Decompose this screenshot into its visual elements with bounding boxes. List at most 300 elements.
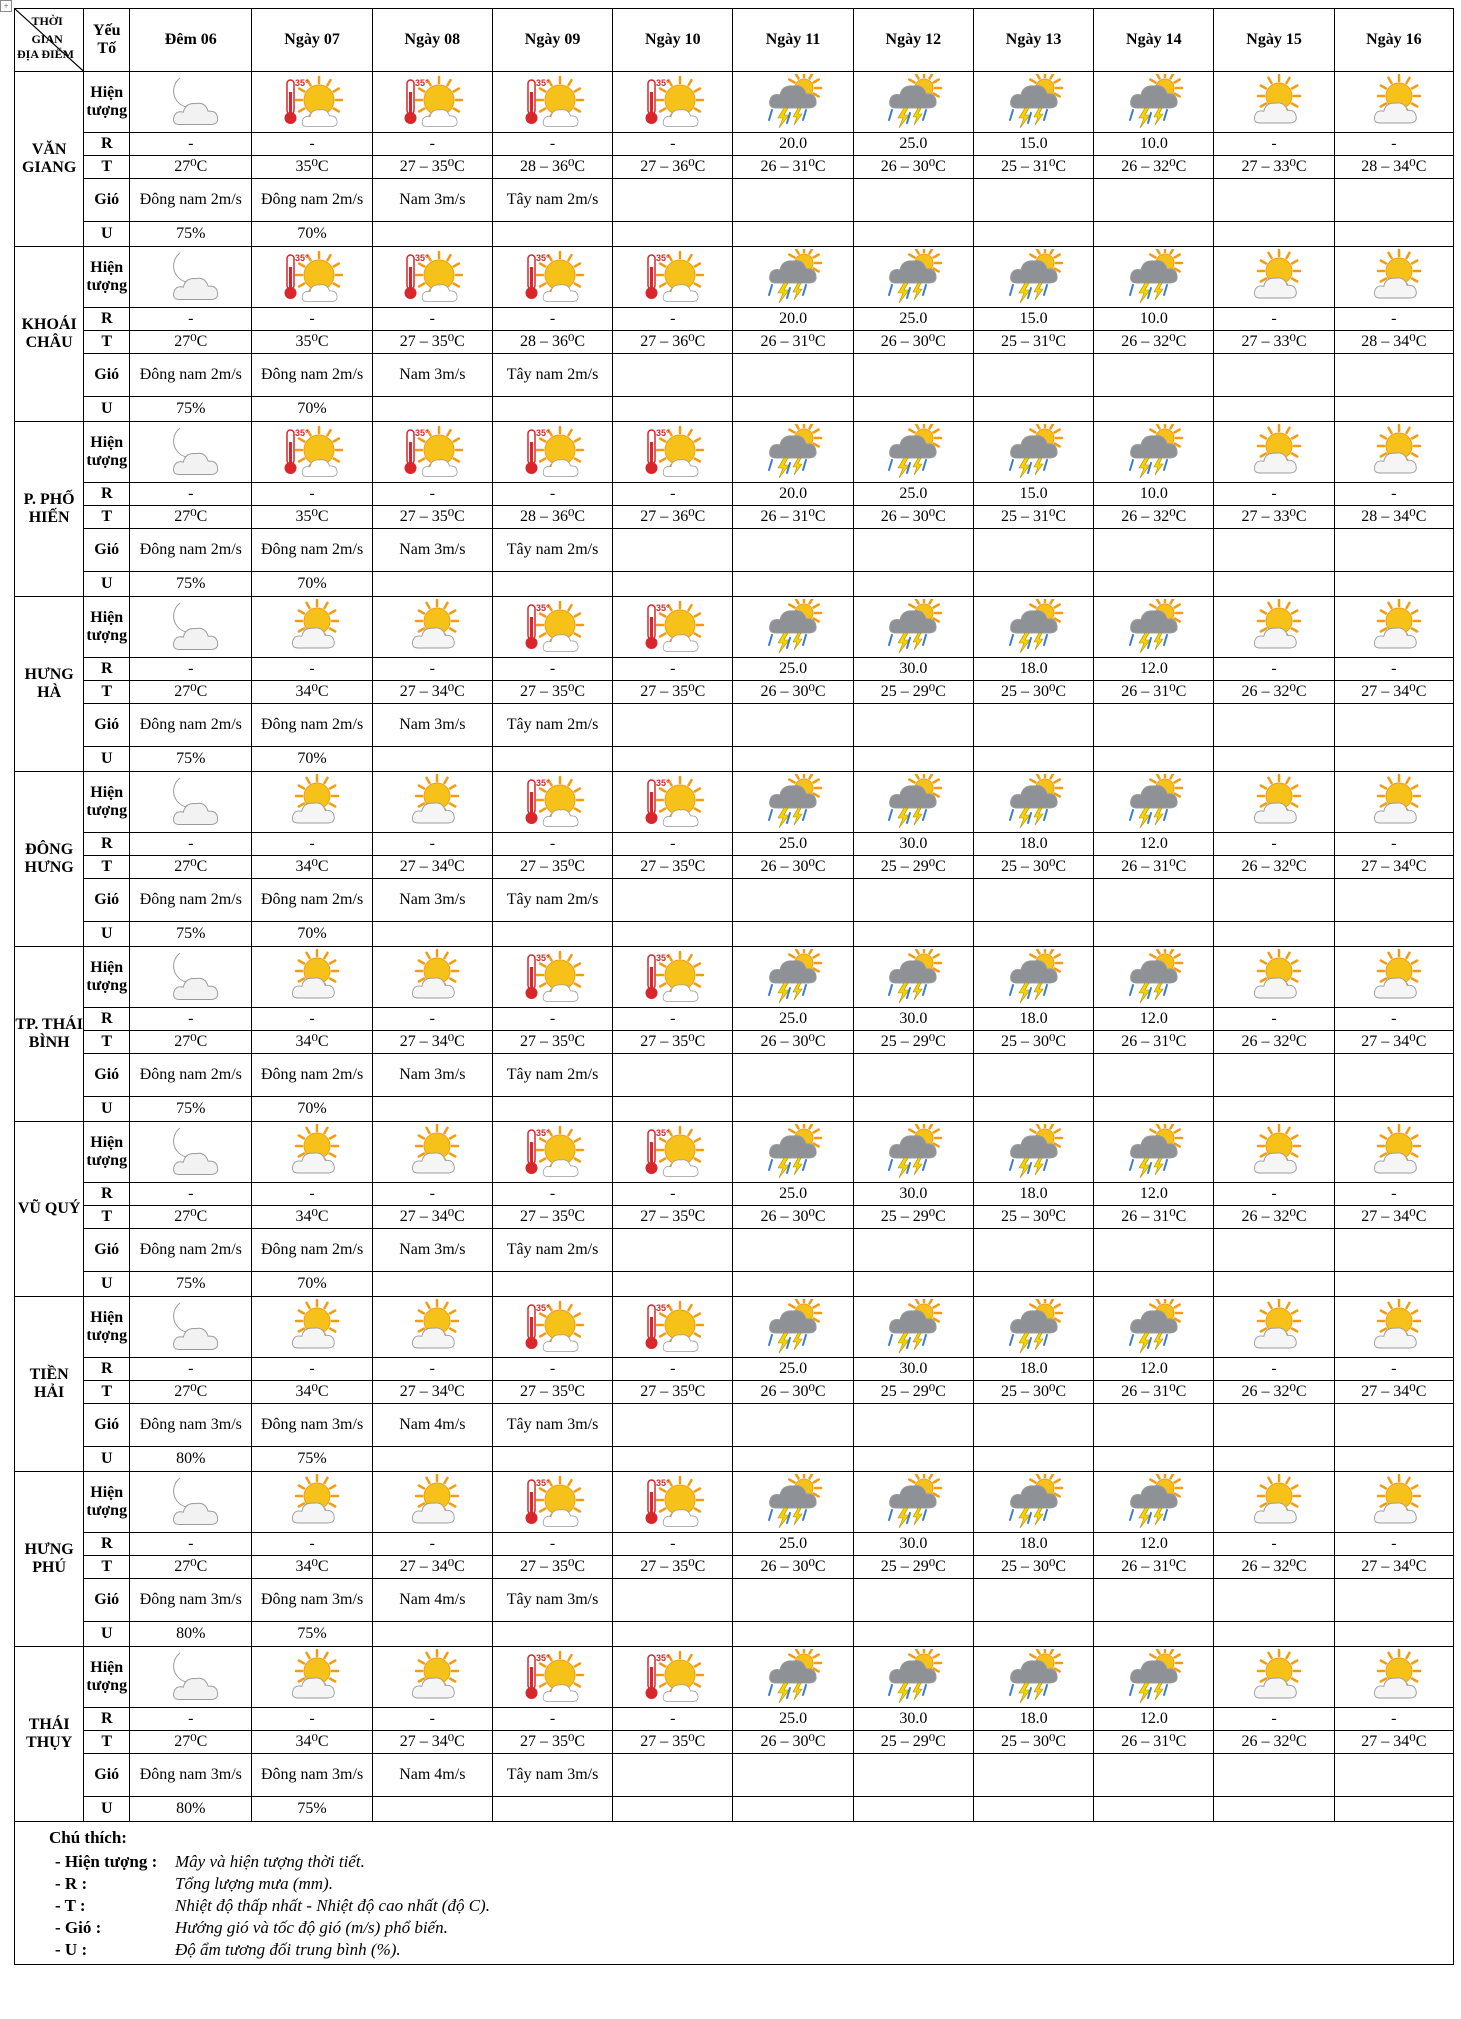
weather-cell — [973, 1647, 1093, 1708]
value-t: 25 – 29⁰C — [853, 1381, 973, 1404]
value-gio: Nam 3m/s — [372, 1054, 492, 1097]
sun-cloud-icon — [1243, 424, 1305, 480]
weather-cell — [613, 1472, 733, 1533]
value-u — [733, 1272, 853, 1297]
value-gio: Tây nam 3m/s — [492, 1579, 612, 1622]
value-t: 26 – 32⁰C — [1214, 1381, 1334, 1404]
weather-cell — [1334, 1297, 1453, 1358]
value-r: - — [252, 833, 372, 856]
value-r: - — [130, 308, 252, 331]
value-u — [853, 747, 973, 772]
value-t: 28 – 34⁰C — [1334, 156, 1453, 179]
value-u: 70% — [252, 922, 372, 947]
weather-cell — [372, 947, 492, 1008]
value-r: 10.0 — [1094, 133, 1214, 156]
value-t: 35⁰C — [252, 331, 372, 354]
rain-thunder-icon — [762, 1299, 824, 1355]
value-t: 27 – 34⁰C — [1334, 1031, 1453, 1054]
factor-label: U — [84, 572, 130, 597]
value-gio — [973, 179, 1093, 222]
value-gio — [973, 704, 1093, 747]
rain-thunder-icon — [1003, 424, 1065, 480]
value-t: 27 – 35⁰C — [613, 1206, 733, 1229]
value-u — [372, 747, 492, 772]
value-t: 27 – 35⁰C — [613, 1556, 733, 1579]
value-u — [853, 1097, 973, 1122]
value-t: 27 – 35⁰C — [372, 331, 492, 354]
weather-cell — [973, 1122, 1093, 1183]
factor-label: R — [84, 833, 130, 856]
factor-label: R — [84, 1183, 130, 1206]
factor-label: U — [84, 1797, 130, 1822]
value-u: 75% — [252, 1797, 372, 1822]
sun-cloud-icon — [1363, 1299, 1425, 1355]
value-gio — [733, 179, 853, 222]
weather-cell — [733, 247, 853, 308]
value-gio: Đông nam 2m/s — [130, 529, 252, 572]
weather-cell — [613, 1122, 733, 1183]
factor-label: T — [84, 856, 130, 879]
weather-cell — [1094, 422, 1214, 483]
rain-thunder-icon — [762, 1124, 824, 1180]
value-t: 27 – 33⁰C — [1214, 506, 1334, 529]
table-move-handle-icon[interactable]: + — [0, 0, 12, 12]
factor-label: Gió — [84, 1054, 130, 1097]
value-r: - — [252, 483, 372, 506]
value-gio: Đông nam 2m/s — [252, 879, 372, 922]
factor-label: Hiện tượng — [84, 247, 130, 308]
forecast-row-u — [15, 747, 1454, 772]
value-r: - — [492, 308, 612, 331]
factor-label: U — [84, 1097, 130, 1122]
svg-text:35°: 35° — [655, 603, 670, 613]
value-t: 27⁰C — [130, 856, 252, 879]
value-u — [1094, 397, 1214, 422]
weather-cell — [1094, 947, 1214, 1008]
value-u — [1214, 1797, 1334, 1822]
weather-cell — [1334, 772, 1453, 833]
weather-cell — [372, 1297, 492, 1358]
value-gio — [1334, 1404, 1453, 1447]
value-t: 26 – 31⁰C — [1094, 1206, 1214, 1229]
rain-thunder-icon — [1123, 774, 1185, 830]
value-gio — [1214, 1754, 1334, 1797]
weather-cell — [613, 1647, 733, 1708]
factor-label: Hiện tượng — [84, 1297, 130, 1358]
value-u — [492, 1622, 612, 1647]
factor-label: U — [84, 222, 130, 247]
value-gio — [613, 1229, 733, 1272]
value-r: 25.0 — [853, 483, 973, 506]
value-r: - — [613, 1358, 733, 1381]
value-t: 28 – 36⁰C — [492, 506, 612, 529]
value-r: - — [613, 833, 733, 856]
value-gio: Tây nam 2m/s — [492, 529, 612, 572]
value-r: - — [613, 1708, 733, 1731]
night-cloud-moon-icon — [160, 424, 222, 480]
weather-cell — [1334, 597, 1453, 658]
value-gio: Nam 3m/s — [372, 704, 492, 747]
value-t: 27⁰C — [130, 1731, 252, 1754]
hot-sun-thermometer-icon — [522, 1474, 584, 1530]
value-gio: Đông nam 2m/s — [130, 704, 252, 747]
hot-sun-thermometer-icon — [642, 74, 704, 130]
day-header: Đêm 06 — [130, 9, 252, 72]
weather-cell — [1334, 1122, 1453, 1183]
factor-label: U — [84, 1447, 130, 1472]
value-t: 27⁰C — [130, 1206, 252, 1229]
value-t: 26 – 30⁰C — [733, 681, 853, 704]
value-r: - — [252, 1533, 372, 1556]
value-r: - — [130, 1708, 252, 1731]
value-u — [492, 222, 612, 247]
value-gio — [613, 179, 733, 222]
value-t: 27 – 35⁰C — [372, 506, 492, 529]
value-t: 26 – 31⁰C — [1094, 1556, 1214, 1579]
weather-cell — [1214, 1472, 1334, 1533]
forecast-row-r — [15, 1708, 1454, 1731]
forecast-row-gio — [15, 354, 1454, 397]
forecast-row-t — [15, 156, 1454, 179]
sun-cloud-icon — [1243, 599, 1305, 655]
value-gio: Tây nam 3m/s — [492, 1754, 612, 1797]
weather-cell — [1094, 597, 1214, 658]
factor-label: T — [84, 1031, 130, 1054]
hot-sun-thermometer-icon — [522, 949, 584, 1005]
value-gio — [1214, 1579, 1334, 1622]
forecast-row-t — [15, 856, 1454, 879]
value-gio — [1214, 1054, 1334, 1097]
value-r: - — [130, 1358, 252, 1381]
forecast-row-t — [15, 1731, 1454, 1754]
weather-cell — [853, 247, 973, 308]
forecast-row-r — [15, 658, 1454, 681]
weather-cell — [973, 72, 1093, 133]
value-r: 12.0 — [1094, 1708, 1214, 1731]
value-u — [492, 922, 612, 947]
sun-cloud-icon — [1363, 249, 1425, 305]
weather-cell — [853, 422, 973, 483]
rain-thunder-icon — [1123, 1474, 1185, 1530]
value-r: - — [252, 133, 372, 156]
sun-cloud-icon — [281, 1299, 343, 1355]
factor-label: U — [84, 397, 130, 422]
weather-cell — [1094, 247, 1214, 308]
value-r: 25.0 — [853, 308, 973, 331]
factor-label: R — [84, 133, 130, 156]
value-r: 25.0 — [733, 1708, 853, 1731]
weather-cell — [973, 597, 1093, 658]
sun-cloud-icon — [1363, 599, 1425, 655]
value-u — [1214, 1622, 1334, 1647]
day-header: Ngày 14 — [1094, 9, 1214, 72]
value-gio — [613, 704, 733, 747]
value-r: - — [1214, 133, 1334, 156]
value-r: 20.0 — [733, 483, 853, 506]
value-t: 26 – 30⁰C — [733, 1206, 853, 1229]
factor-label: Gió — [84, 879, 130, 922]
svg-text:35°: 35° — [415, 78, 429, 88]
value-u: 70% — [252, 572, 372, 597]
sun-cloud-icon — [1243, 1649, 1305, 1705]
value-u — [853, 1447, 973, 1472]
value-u — [973, 572, 1093, 597]
svg-text:35°: 35° — [415, 428, 429, 438]
value-r: - — [130, 1008, 252, 1031]
value-u — [853, 922, 973, 947]
value-r: - — [372, 483, 492, 506]
value-u: 70% — [252, 222, 372, 247]
value-t: 27 – 33⁰C — [1214, 156, 1334, 179]
forecast-row-gio — [15, 179, 1454, 222]
weather-cell — [492, 1472, 612, 1533]
rain-thunder-icon — [1123, 949, 1185, 1005]
factor-label: Hiện tượng — [84, 947, 130, 1008]
value-u — [613, 397, 733, 422]
svg-text:35°: 35° — [655, 953, 670, 963]
value-u — [613, 747, 733, 772]
value-u — [372, 1097, 492, 1122]
location-name: TIỀN HẢI — [15, 1297, 84, 1472]
value-gio — [1334, 354, 1453, 397]
value-gio — [613, 879, 733, 922]
weather-cell — [492, 947, 612, 1008]
value-t: 25 – 30⁰C — [973, 1556, 1093, 1579]
value-r: 15.0 — [973, 483, 1093, 506]
value-t: 27 – 34⁰C — [1334, 1731, 1453, 1754]
forecast-row-hien-tuong — [15, 1647, 1454, 1708]
rain-thunder-icon — [882, 774, 944, 830]
sun-cloud-icon — [1243, 1124, 1305, 1180]
value-t: 34⁰C — [252, 856, 372, 879]
value-u — [492, 397, 612, 422]
value-u — [1334, 397, 1453, 422]
value-gio — [733, 1054, 853, 1097]
rain-thunder-icon — [882, 1299, 944, 1355]
weather-cell — [372, 597, 492, 658]
value-gio: Nam 4m/s — [372, 1404, 492, 1447]
weather-cell — [252, 772, 372, 833]
legend-item: - Gió : Hướng gió và tốc độ gió (m/s) phổ biến. — [55, 1918, 448, 1937]
value-gio — [1094, 1579, 1214, 1622]
value-u — [372, 572, 492, 597]
value-t: 26 – 32⁰C — [1214, 681, 1334, 704]
value-gio — [1214, 879, 1334, 922]
sun-cloud-icon — [401, 1474, 463, 1530]
factor-label: Hiện tượng — [84, 597, 130, 658]
hot-sun-thermometer-icon — [522, 424, 584, 480]
weather-cell — [613, 772, 733, 833]
value-r: - — [492, 1708, 612, 1731]
value-gio: Tây nam 2m/s — [492, 1054, 612, 1097]
sun-cloud-icon — [281, 599, 343, 655]
value-gio — [853, 1229, 973, 1272]
value-r: - — [252, 1358, 372, 1381]
value-r: 12.0 — [1094, 1533, 1214, 1556]
night-cloud-moon-icon — [160, 1124, 222, 1180]
weather-cell — [1334, 72, 1453, 133]
weather-cell — [853, 72, 973, 133]
weather-cell — [973, 1297, 1093, 1358]
weather-cell — [130, 1297, 252, 1358]
value-t: 27⁰C — [130, 1031, 252, 1054]
weather-cell — [1334, 947, 1453, 1008]
value-gio — [853, 1579, 973, 1622]
value-t: 26 – 31⁰C — [733, 506, 853, 529]
value-gio — [1334, 1754, 1453, 1797]
weather-cell — [733, 72, 853, 133]
weather-cell — [492, 422, 612, 483]
factor-label: Gió — [84, 179, 130, 222]
weather-cell — [372, 72, 492, 133]
value-gio — [1094, 704, 1214, 747]
weather-cell — [492, 1297, 612, 1358]
value-r: 20.0 — [733, 133, 853, 156]
forecast-row-u — [15, 1272, 1454, 1297]
value-t: 26 – 32⁰C — [1214, 1556, 1334, 1579]
svg-text:35°: 35° — [535, 1128, 550, 1138]
value-t: 25 – 29⁰C — [853, 1556, 973, 1579]
value-u — [1094, 1097, 1214, 1122]
value-t: 25 – 30⁰C — [973, 1206, 1093, 1229]
value-gio: Đông nam 3m/s — [252, 1579, 372, 1622]
weather-cell — [973, 1472, 1093, 1533]
sun-cloud-icon — [281, 1649, 343, 1705]
hot-sun-thermometer-icon — [522, 1299, 584, 1355]
location-name: HƯNG HÀ — [15, 597, 84, 772]
value-gio — [613, 529, 733, 572]
day-header: Ngày 09 — [492, 9, 612, 72]
weather-cell — [492, 1122, 612, 1183]
weather-cell — [1094, 72, 1214, 133]
value-gio — [1094, 179, 1214, 222]
value-t: 25 – 30⁰C — [973, 856, 1093, 879]
svg-text:35°: 35° — [535, 428, 550, 438]
weather-cell — [733, 1472, 853, 1533]
value-u — [1334, 222, 1453, 247]
value-t: 27 – 34⁰C — [372, 1031, 492, 1054]
value-t: 27⁰C — [130, 156, 252, 179]
value-r: - — [372, 1183, 492, 1206]
value-r: 18.0 — [973, 1183, 1093, 1206]
value-gio — [1334, 704, 1453, 747]
value-t: 27 – 35⁰C — [492, 856, 612, 879]
value-gio — [733, 1404, 853, 1447]
location-name: ĐÔNG HƯNG — [15, 772, 84, 947]
sun-cloud-icon — [1243, 1299, 1305, 1355]
value-t: 27 – 34⁰C — [1334, 1206, 1453, 1229]
weather-cell — [733, 422, 853, 483]
weather-cell — [130, 72, 252, 133]
weather-cell — [372, 1472, 492, 1533]
value-t: 26 – 32⁰C — [1094, 331, 1214, 354]
day-header: Ngày 10 — [613, 9, 733, 72]
factor-label: Hiện tượng — [84, 422, 130, 483]
factor-label: Gió — [84, 1404, 130, 1447]
forecast-row-t — [15, 1381, 1454, 1404]
forecast-row-t — [15, 1031, 1454, 1054]
value-u — [372, 1797, 492, 1822]
svg-text:35°: 35° — [655, 1128, 670, 1138]
factor-label: T — [84, 506, 130, 529]
svg-text:35°: 35° — [655, 1303, 670, 1313]
value-gio — [1334, 879, 1453, 922]
value-r: - — [613, 483, 733, 506]
value-gio: Đông nam 3m/s — [130, 1579, 252, 1622]
forecast-row-r — [15, 133, 1454, 156]
value-gio: Tây nam 2m/s — [492, 354, 612, 397]
night-cloud-moon-icon — [160, 1299, 222, 1355]
rain-thunder-icon — [1123, 599, 1185, 655]
value-u: 70% — [252, 747, 372, 772]
value-u — [853, 1622, 973, 1647]
value-gio: Đông nam 2m/s — [252, 704, 372, 747]
value-t: 25 – 29⁰C — [853, 856, 973, 879]
rain-thunder-icon — [1003, 1299, 1065, 1355]
value-u — [1094, 1272, 1214, 1297]
value-u: 75% — [130, 747, 252, 772]
sun-cloud-icon — [401, 949, 463, 1005]
forecast-row-u — [15, 1097, 1454, 1122]
factor-label: R — [84, 1533, 130, 1556]
sun-cloud-icon — [1363, 774, 1425, 830]
rain-thunder-icon — [762, 74, 824, 130]
value-gio — [973, 1754, 1093, 1797]
weather-cell — [853, 1297, 973, 1358]
value-u: 75% — [252, 1447, 372, 1472]
value-r: - — [372, 133, 492, 156]
factor-header: Yếu Tố — [84, 9, 130, 72]
value-u — [492, 572, 612, 597]
value-u — [492, 1447, 612, 1472]
value-u — [1214, 1097, 1334, 1122]
value-r: 25.0 — [853, 133, 973, 156]
sun-cloud-icon — [1243, 774, 1305, 830]
value-u — [372, 222, 492, 247]
value-u — [492, 1272, 612, 1297]
hot-sun-thermometer-icon — [642, 949, 704, 1005]
value-t: 25 – 30⁰C — [973, 1731, 1093, 1754]
weather-cell — [492, 597, 612, 658]
value-gio — [1214, 1404, 1334, 1447]
location-name: THÁI THỤY — [15, 1647, 84, 1822]
value-r: - — [1334, 1008, 1453, 1031]
rain-thunder-icon — [762, 599, 824, 655]
forecast-row-r — [15, 1533, 1454, 1556]
value-u — [733, 1447, 853, 1472]
value-u: 75% — [130, 397, 252, 422]
forecast-row-gio — [15, 1229, 1454, 1272]
value-t: 27 – 34⁰C — [372, 681, 492, 704]
day-header: Ngày 08 — [372, 9, 492, 72]
value-gio — [973, 1579, 1093, 1622]
weather-cell — [1334, 247, 1453, 308]
value-gio — [1094, 1054, 1214, 1097]
svg-text:35°: 35° — [655, 1478, 670, 1488]
weather-cell — [733, 1297, 853, 1358]
value-t: 25 – 30⁰C — [973, 681, 1093, 704]
svg-text:35°: 35° — [655, 428, 670, 438]
value-gio: Nam 3m/s — [372, 179, 492, 222]
weather-cell — [613, 72, 733, 133]
value-r: 18.0 — [973, 658, 1093, 681]
value-gio — [853, 354, 973, 397]
value-r: - — [1214, 1183, 1334, 1206]
value-gio: Tây nam 3m/s — [492, 1404, 612, 1447]
value-t: 27⁰C — [130, 506, 252, 529]
value-r: - — [1214, 1358, 1334, 1381]
value-u — [372, 922, 492, 947]
